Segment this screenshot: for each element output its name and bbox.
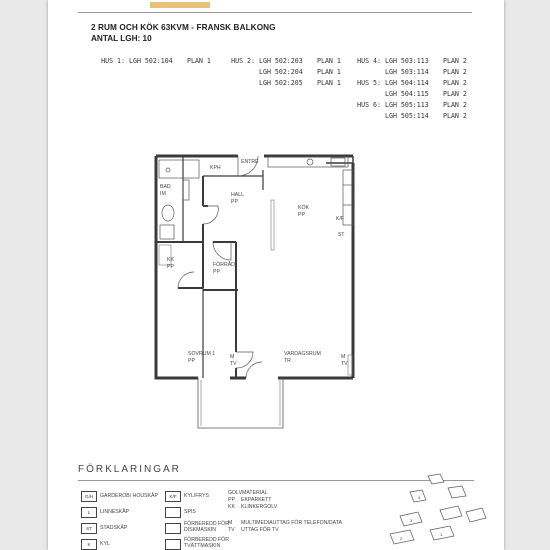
- unit-plan: PLAN 2: [443, 112, 467, 120]
- legend-golv-text: EKPARKETT: [241, 497, 272, 503]
- unit-plan: PLAN 1: [187, 57, 211, 65]
- room-sub-hall: PP: [231, 199, 238, 205]
- room-label-vardagsrum: VARDAGSRUM: [284, 351, 321, 357]
- unit-hus: HUS 5:: [357, 79, 381, 87]
- legend-text: FÖRBEREDD FÖR TVÄTTMASKIN: [184, 537, 229, 549]
- legend-golv-code: KK: [228, 504, 235, 510]
- legend-golv-title: GOLVMATERIAL: [228, 490, 268, 496]
- room-label-kk: KK: [167, 257, 174, 263]
- unit-plan: PLAN 2: [443, 68, 467, 76]
- bathroom-fixtures: [159, 160, 199, 239]
- legend-text: KYL/FRYS: [184, 493, 209, 499]
- unit-lgh: LGH 502:104: [129, 57, 173, 65]
- unit-lgh: LGH 504:115: [385, 90, 429, 98]
- room-label-entre: ENTRÉ: [241, 159, 259, 165]
- unit-hus: HUS 1:: [101, 57, 125, 65]
- svg-text:1: 1: [440, 532, 443, 537]
- floor-plan-drawing: [48, 0, 504, 460]
- room-label-hall: HALL: [231, 192, 244, 198]
- media-outlet-m: M: [230, 354, 235, 360]
- room-sub-sovrum: PP: [188, 358, 195, 364]
- legend-text: SPIS: [184, 509, 196, 515]
- legend-text: KYL: [100, 541, 110, 547]
- tv-outlet: TV: [230, 361, 237, 367]
- room-sub-kok: PP: [298, 212, 305, 218]
- legend-text: GARDEROB/ HOUSKÅP: [100, 493, 158, 499]
- room-label-forrad: FÖRRÅD: [213, 262, 235, 268]
- legend-title: FÖRKLARINGAR: [78, 464, 181, 475]
- unit-lgh: LGH 505:114: [385, 112, 429, 120]
- unit-plan: PLAN 1: [317, 68, 341, 76]
- stove-symbol-icon: [165, 507, 181, 518]
- dishwasher-symbol-icon: [165, 523, 181, 534]
- legend-text: STADSKÅP: [100, 525, 128, 531]
- room-sub-vardagsrum: TR: [284, 358, 291, 364]
- unit-plan: PLAN 1: [317, 57, 341, 65]
- unit-lgh: LGH 504:114: [385, 79, 429, 87]
- legend-text: LINNESKÅP: [100, 509, 130, 515]
- floorplan-page: [48, 0, 504, 550]
- legend-text: FÖRBEREDD FÖR DISKMASKIN: [184, 521, 229, 533]
- legend-media-text: UTTAG FÖR TV: [241, 527, 279, 533]
- legend-media-code: TV: [228, 527, 235, 533]
- french-balcony: [198, 378, 283, 428]
- room-sub-forrad: PP: [213, 269, 220, 275]
- legend-code-box: G/H: [81, 491, 97, 502]
- unit-hus: HUS 6:: [357, 101, 381, 109]
- legend-media-code: M: [228, 520, 233, 526]
- svg-text:4: 4: [418, 495, 421, 500]
- unit-lgh: LGH 502:203: [259, 57, 303, 65]
- legend-code-box: ST: [81, 523, 97, 534]
- unit-lgh: LGH 502:205: [259, 79, 303, 87]
- unit-plan: PLAN 2: [443, 101, 467, 109]
- media-outlet-m-2: M: [341, 354, 346, 360]
- tv-outlet-2: TV: [341, 361, 348, 367]
- apartment-title: 2 RUM OCH KÖK 63KVM - FRANSK BALKONG: [91, 23, 276, 32]
- svg-text:3: 3: [410, 518, 413, 523]
- fridge-freezer-label: K/F: [336, 216, 344, 222]
- room-sub-kk: PP: [167, 264, 174, 270]
- unit-plan: PLAN 2: [443, 90, 467, 98]
- room-label-kok: KÖK: [298, 205, 309, 211]
- unit-lgh: LGH 503:114: [385, 68, 429, 76]
- exterior-walls: [156, 156, 353, 378]
- unit-lgh: LGH 503:113: [385, 57, 429, 65]
- legend-golv-code: PP: [228, 497, 235, 503]
- unit-plan: PLAN 2: [443, 57, 467, 65]
- site-key-map-icon: [370, 472, 490, 550]
- washer-symbol-icon: [165, 539, 181, 550]
- apartment-count: ANTAL LGH: 10: [91, 34, 152, 43]
- room-sub-bad: IM: [160, 191, 166, 197]
- unit-lgh: LGH 502:204: [259, 68, 303, 76]
- legend-code-box: K/F: [165, 491, 181, 502]
- unit-lgh: LGH 505:113: [385, 101, 429, 109]
- legend-media-text: MULTIMEDIAUTTAG FÖR TELEFON/DATA: [241, 520, 342, 526]
- room-label-bad: BAD: [160, 184, 171, 190]
- room-label-kph: KPH: [210, 165, 221, 171]
- kitchen-counter: [268, 157, 353, 225]
- cleaning-closet-label: ST: [338, 232, 345, 238]
- unit-hus: HUS 4:: [357, 57, 381, 65]
- unit-plan: PLAN 1: [317, 79, 341, 87]
- room-label-sovrum: SOVRUM 1: [188, 351, 216, 357]
- unit-plan: PLAN 2: [443, 79, 467, 87]
- legend-code-box: K: [81, 539, 97, 550]
- svg-text:2: 2: [400, 536, 403, 541]
- legend-golv-text: KLINKERGOLV: [241, 504, 278, 510]
- unit-hus: HUS 2:: [231, 57, 255, 65]
- legend-code-box: L: [81, 507, 97, 518]
